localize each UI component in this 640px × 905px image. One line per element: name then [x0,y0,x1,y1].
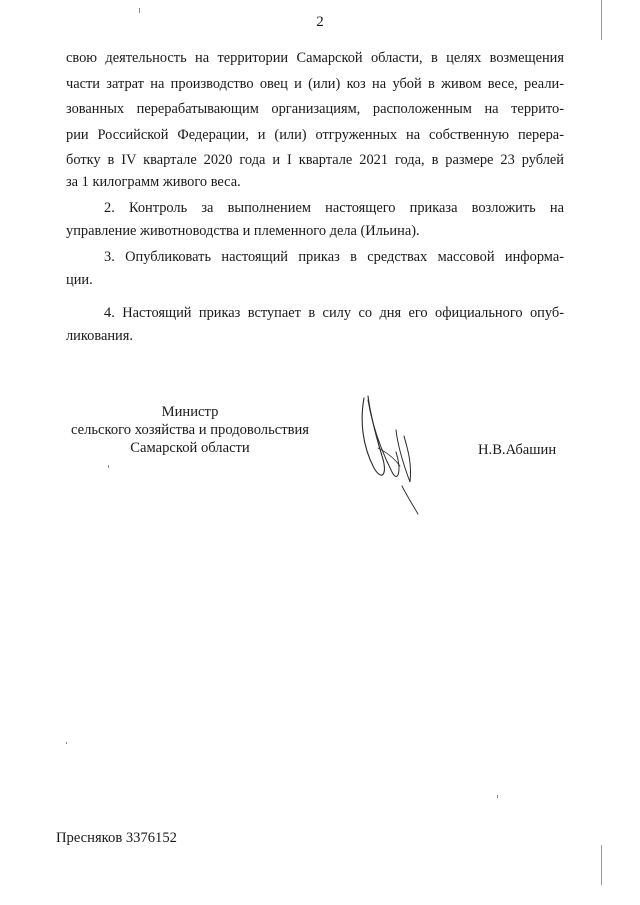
paragraph-3-line-2: ции. [66,272,93,288]
body-line-4: рии Российской Федерации, и (или) отгруженных на собственную перера- [66,127,564,143]
paragraph-4-line-1: 4. Настоящий приказ вступает в силу со дня его официального опуб- [104,305,564,321]
body-line-6: за 1 килограмм живого веса. [66,174,241,190]
body-line-2: части затрат на производство овец и (или) коз на убой в живом весе, реали- [66,76,564,92]
scan-speck [108,465,109,468]
scan-edge-mark [601,845,602,885]
paragraph-3-line-1: 3. Опубликовать настоящий приказ в средствах массовой информа- [104,249,564,265]
scan-speck [66,742,67,744]
signatory-title [50,403,330,457]
signatory-title-line-2: сельского хозяйства и продовольствия [70,422,310,438]
signatory-title-line-1: Министр [161,404,219,420]
paragraph-2-line-2: управление животноводства и племенного дела (Ильина). [66,223,420,239]
scan-speck [139,8,140,13]
scan-edge-mark [601,0,602,40]
body-line-1: свою деятельность на территории Самарской области, в целях возмещения [66,50,564,66]
paragraph-2-line-1: 2. Контроль за выполнением настоящего приказа возложить на [104,200,564,216]
body-line-5: ботку в IV квартале 2020 года и I квартале 2021 года, в размере 23 рублей [66,152,564,168]
signer-name: Н.В.Абашин [478,442,557,458]
executor-contact: Пресняков 3376152 [56,830,177,846]
body-line-3: зованных перерабатывающим организациям, расположенным на террито- [66,101,564,117]
scan-speck [497,795,498,798]
page-number: 2 [316,14,324,30]
handwritten-signature [352,390,432,520]
signatory-title-line-3: Самарской области [130,440,250,456]
paragraph-4-line-2: ликования. [66,328,133,344]
